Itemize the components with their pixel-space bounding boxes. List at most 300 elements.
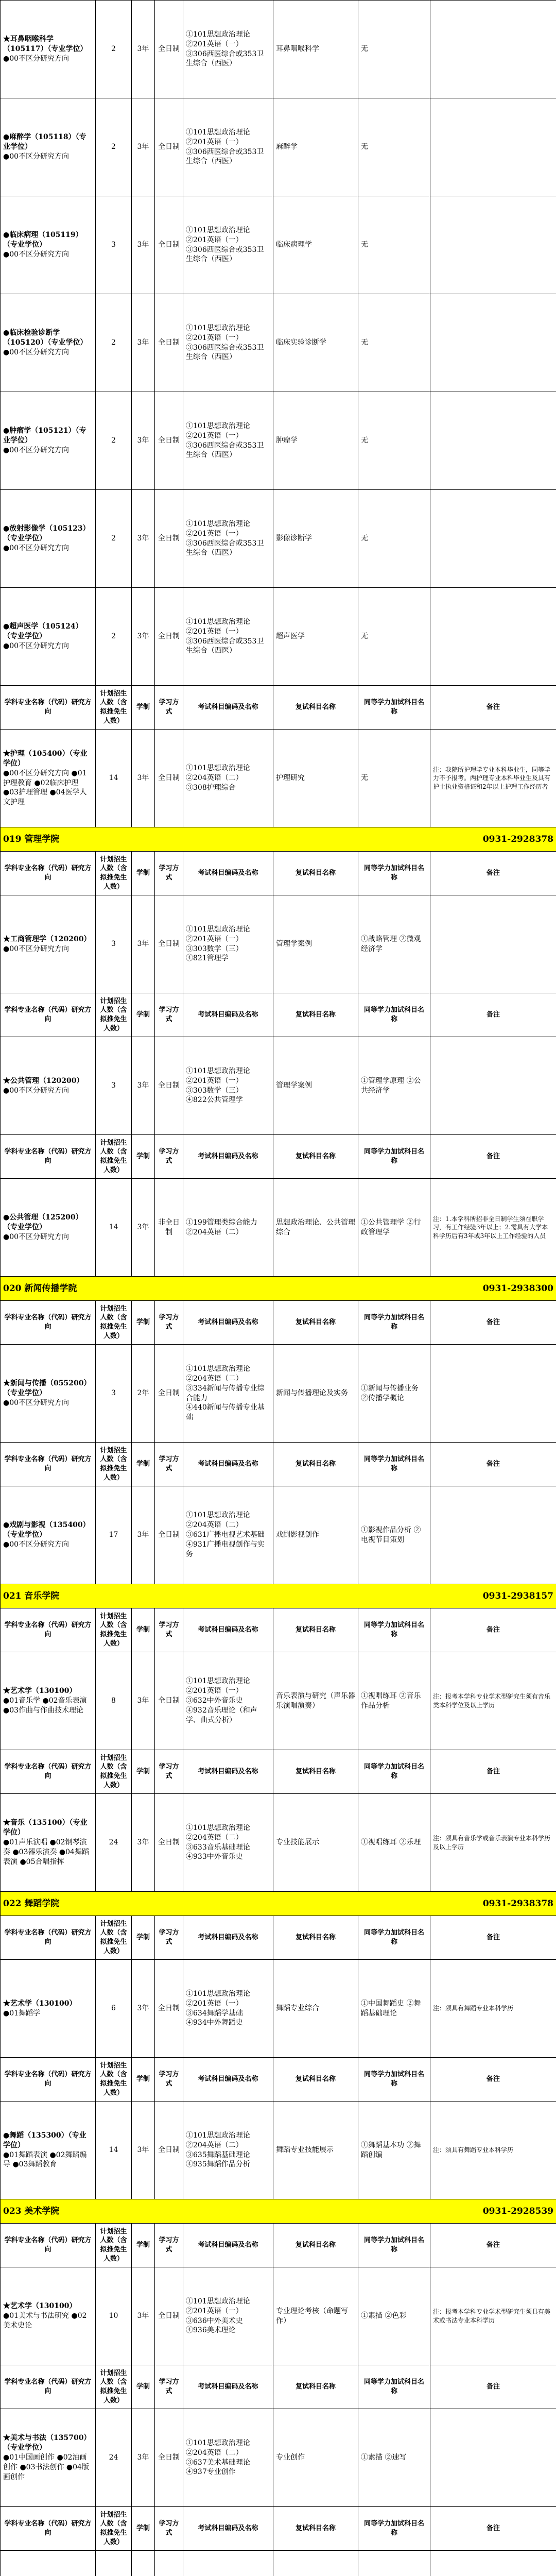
plan-count: 14	[96, 2102, 132, 2199]
column-header-row	[1, 1916, 556, 1960]
study-mode: 全日制	[155, 1037, 183, 1135]
exam-subject: ②204英语（二）	[186, 1374, 243, 1383]
column-header-major: 学科专业名称（代码）研究方向	[1, 2058, 96, 2102]
column-header-notes: 备注	[430, 993, 556, 1037]
retest-subject: 管理学案例	[273, 1037, 358, 1135]
remarks: 注：须具有音乐学或音乐表演专业本科学历及以上学历	[430, 1794, 556, 1892]
research-direction: ●01声乐演唱 ●02钢琴演奏 ●03器乐演奏 ●04舞蹈表演 ●05合唱指挥	[3, 1838, 89, 1866]
research-direction: ●00不区分研究方向	[3, 54, 70, 63]
column-header-plan: 计划招生人数（含拟推免生人数）	[96, 1301, 132, 1345]
exam-subject: ③303数学（三）	[186, 1086, 243, 1095]
exam-subjects	[183, 196, 273, 294]
school-header-row	[1, 1277, 556, 1301]
column-header-major: 学科专业名称（代码）研究方向	[1, 1443, 96, 1486]
column-header-equivalent: 同等学力加试科目名称	[358, 1608, 430, 1652]
exam-subject: ①101思想政治理论	[186, 2438, 250, 2447]
school-name: 021 音乐学院	[3, 1590, 60, 1601]
exam-subject: ②204英语（二）	[186, 2141, 243, 2149]
column-header-row	[1, 2507, 556, 2551]
column-header-years: 学制	[132, 2365, 155, 2409]
exam-subject: ②204英语（二）	[186, 1521, 243, 1530]
column-header-mode: 学习方式	[155, 1443, 183, 1486]
column-header-notes: 备注	[430, 1301, 556, 1345]
column-header-exam: 考试科目编码及名称	[183, 2507, 273, 2551]
column-header-major: 学科专业名称（代码）研究方向	[1, 852, 96, 895]
program-cell	[1, 196, 96, 294]
column-header-row	[1, 1608, 556, 1652]
exam-subject: ②201英语（一）	[186, 1999, 243, 2008]
retest-subject: 音乐表演与研究（声乐器乐演唱演奏）	[273, 1652, 358, 1750]
column-header-mode: 学习方式	[155, 1750, 183, 1794]
study-mode: 全日制	[155, 2102, 183, 2199]
retest-subject: 临床病理学	[273, 196, 358, 294]
equivalent-subject: 无	[358, 392, 430, 490]
program-row	[1, 1794, 556, 1892]
exam-subject: ①101思想政治理论	[186, 1066, 250, 1075]
study-years: 3年	[132, 1652, 155, 1750]
column-header-mode: 学习方式	[155, 686, 183, 730]
retest-subject: 肿瘤学	[273, 392, 358, 490]
column-header-mode: 学习方式	[155, 2224, 183, 2267]
remarks: 注：报考本学科专业学术型研究生须具有美术或书法专业本科学历	[430, 2267, 556, 2365]
column-header-mode: 学习方式	[155, 1916, 183, 1960]
column-header-equivalent: 同等学力加试科目名称	[358, 2507, 430, 2551]
study-years	[132, 2551, 155, 2576]
program-row	[1, 1, 556, 98]
program-name: ★新闻与传播（055200）（专业学位）	[3, 1379, 91, 1398]
exam-subject: ②201英语（一）	[186, 333, 243, 342]
retest-subject: 耳鼻咽喉科学	[273, 1, 358, 98]
column-header-exam: 考试科目编码及名称	[183, 2365, 273, 2409]
program-name: ●肿瘤学（105121）（专业学位）	[3, 427, 86, 445]
exam-subjects	[183, 1794, 273, 1892]
program-name: ★耳鼻咽喉科学（105117）（专业学位）	[3, 35, 88, 54]
equivalent-subject: ①视唱练耳 ②乐理	[358, 1794, 430, 1892]
column-header-exam: 考试科目编码及名称	[183, 993, 273, 1037]
column-header-row	[1, 2365, 556, 2409]
research-direction: ●00不区分研究方向	[3, 544, 70, 552]
column-header-years: 学制	[132, 1135, 155, 1179]
column-header-retest: 复试科目名称	[273, 1301, 358, 1345]
exam-subjects	[183, 2409, 273, 2507]
column-header-exam: 考试科目编码及名称	[183, 2058, 273, 2102]
plan-count: 3	[96, 1037, 132, 1135]
retest-subject: 思想政治理论、公共管理综合	[273, 1179, 358, 1277]
column-header-plan: 计划招生人数（含拟推免生人数）	[96, 1750, 132, 1794]
column-header-mode: 学习方式	[155, 993, 183, 1037]
exam-subject: ②201英语（一）	[186, 235, 243, 244]
equivalent-subject: ①素描 ②色彩	[358, 2267, 430, 2365]
school-title	[1, 1584, 556, 1608]
study-years: 3年	[132, 1794, 155, 1892]
program-name: ●公共管理（125200）（专业学位）	[3, 1213, 83, 1232]
program-cell	[1, 730, 96, 827]
study-years: 3年	[132, 294, 155, 392]
exam-subject: ②201英语（一）	[186, 1076, 243, 1085]
plan-count: 2	[96, 588, 132, 686]
equivalent-subject: ①公共管理学 ②行政管理学	[358, 1179, 430, 1277]
remarks	[430, 392, 556, 490]
research-direction: ●01舞蹈学	[3, 2009, 41, 2018]
exam-subjects	[183, 2267, 273, 2365]
program-row	[1, 2409, 556, 2507]
exam-subject: ③306西医综合或353卫生综合（西医）	[186, 539, 264, 557]
exam-subject: ①101思想政治理论	[186, 1677, 250, 1686]
program-cell	[1, 1486, 96, 1584]
exam-subject: ①101思想政治理论	[186, 1989, 250, 1998]
exam-subjects	[183, 588, 273, 686]
study-years: 3年	[132, 98, 155, 196]
study-mode: 全日制	[155, 490, 183, 588]
exam-subject: ③334新闻与传播专业综合能力	[186, 1384, 265, 1402]
exam-subjects	[183, 1960, 273, 2058]
column-header-row	[1, 2224, 556, 2267]
column-header-equivalent: 同等学力加试科目名称	[358, 1301, 430, 1345]
column-header-equivalent: 同等学力加试科目名称	[358, 2058, 430, 2102]
column-header-retest: 复试科目名称	[273, 1916, 358, 1960]
equivalent-subject: 无	[358, 196, 430, 294]
exam-subject: ④822公共管理学	[186, 1096, 243, 1105]
program-name: ★艺术学（130100）	[3, 1999, 77, 2008]
column-header-years: 学制	[132, 1916, 155, 1960]
plan-count: 2	[96, 1, 132, 98]
plan-count: 14	[96, 1179, 132, 1277]
study-mode: 全日制	[155, 392, 183, 490]
program-row	[1, 588, 556, 686]
retest-subject: 舞蹈专业技能展示	[273, 2102, 358, 2199]
retest-subject: 专业技能展示	[273, 1794, 358, 1892]
school-header-row	[1, 2199, 556, 2224]
program-cell	[1, 1960, 96, 2058]
column-header-plan: 计划招生人数（含拟推免生人数）	[96, 2224, 132, 2267]
school-title	[1, 2199, 556, 2224]
column-header-years: 学制	[132, 2507, 155, 2551]
remarks: 注：须具有舞蹈专业本科学历	[430, 1960, 556, 2058]
study-years: 3年	[132, 895, 155, 993]
program-row	[1, 294, 556, 392]
school-phone: 0931-2938378	[482, 1898, 553, 1909]
program-row	[1, 2551, 556, 2576]
plan-count	[96, 2551, 132, 2576]
column-header-major: 学科专业名称（代码）研究方向	[1, 2507, 96, 2551]
exam-subject: ③634舞蹈学基础	[186, 2009, 243, 2018]
column-header-plan: 计划招生人数（含拟推免生人数）	[96, 2058, 132, 2102]
column-header-notes: 备注	[430, 2058, 556, 2102]
remarks	[430, 1037, 556, 1135]
column-header-equivalent: 同等学力加试科目名称	[358, 2224, 430, 2267]
research-direction: ●00不区分研究方向	[3, 250, 70, 259]
school-phone: 0931-2938300	[482, 1283, 553, 1294]
program-name: ★公共管理（120200）	[3, 1076, 84, 1085]
program-name: ●戏剧与影视（135400）（专业学位）	[3, 1521, 90, 1539]
program-row	[1, 1960, 556, 2058]
exam-subject: ④931广播电视创作与实务	[186, 1540, 265, 1558]
column-header-plan: 计划招生人数（含拟推免生人数）	[96, 2365, 132, 2409]
column-header-notes: 备注	[430, 1443, 556, 1486]
study-mode: 非全日制	[155, 1179, 183, 1277]
study-years: 3年	[132, 588, 155, 686]
exam-subject: ③306西医综合或353卫生综合（西医）	[186, 49, 264, 68]
research-direction: ●00不区分研究方向	[3, 1540, 70, 1549]
study-mode: 全日制	[155, 2409, 183, 2507]
research-direction: ●00不区分研究方向	[3, 152, 70, 161]
school-phone: 0931-2928378	[482, 834, 553, 844]
study-mode: 全日制	[155, 1960, 183, 2058]
column-header-plan: 计划招生人数（含拟推免生人数）	[96, 852, 132, 895]
research-direction: ●01中国画创作 ●02油画创作 ●03书法创作 ●04版画创作	[3, 2453, 89, 2481]
remarks: 注：我院所护理学专业本科毕业生，同等学力不予报考。两护理专业本科毕业生及具有护士执业资格证和2年以上护理工作经历者	[430, 730, 556, 827]
equivalent-subject: ①素描 ②速写	[358, 2409, 430, 2507]
program-name: ★护理（105400）（专业学位）	[3, 749, 88, 768]
plan-count: 8	[96, 1652, 132, 1750]
study-mode: 全日制	[155, 294, 183, 392]
exam-subject: ④821管理学	[186, 954, 229, 963]
column-header-plan: 计划招生人数（含拟推免生人数）	[96, 993, 132, 1037]
plan-count: 2	[96, 392, 132, 490]
program-name: ★艺术学（130100）	[3, 2302, 77, 2311]
column-header-row	[1, 993, 556, 1037]
program-name: ●临床检验诊断学（105120）（专业学位）	[3, 329, 88, 347]
column-header-row	[1, 1301, 556, 1345]
school-name: 022 舞蹈学院	[3, 1898, 60, 1909]
column-header-row	[1, 1750, 556, 1794]
column-header-major: 学科专业名称（代码）研究方向	[1, 993, 96, 1037]
exam-subject: ③308护理综合	[186, 783, 236, 792]
exam-subject: ①101思想政治理论	[186, 128, 250, 137]
program-cell	[1, 392, 96, 490]
equivalent-subject: 无	[358, 588, 430, 686]
column-header-major: 学科专业名称（代码）研究方向	[1, 1135, 96, 1179]
column-header-equivalent: 同等学力加试科目名称	[358, 1916, 430, 1960]
column-header-retest: 复试科目名称	[273, 1608, 358, 1652]
school-name: 023 美术学院	[3, 2206, 60, 2216]
school-header-row	[1, 1892, 556, 1916]
remarks	[430, 98, 556, 196]
study-mode: 全日制	[155, 196, 183, 294]
study-years: 3年	[132, 490, 155, 588]
exam-subject: ③631广播电视艺术基础	[186, 1531, 265, 1539]
study-years: 3年	[132, 1037, 155, 1135]
column-header-retest: 复试科目名称	[273, 2365, 358, 2409]
plan-count: 6	[96, 1960, 132, 2058]
program-row	[1, 1037, 556, 1135]
study-mode: 全日制	[155, 588, 183, 686]
column-header-years: 学制	[132, 2224, 155, 2267]
retest-subject: 舞蹈专业综合	[273, 1960, 358, 2058]
column-header-row	[1, 1135, 556, 1179]
equivalent-subject: ①战略管理 ②微观经济学	[358, 895, 430, 993]
program-cell	[1, 98, 96, 196]
column-header-retest: 复试科目名称	[273, 2058, 358, 2102]
exam-subject: ④936美术理论	[186, 2326, 236, 2335]
column-header-exam: 考试科目编码及名称	[183, 686, 273, 730]
column-header-plan: 计划招生人数（含拟推免生人数）	[96, 2507, 132, 2551]
program-cell	[1, 2551, 96, 2576]
exam-subject: ①101思想政治理论	[186, 421, 250, 430]
retest-subject: 护理研究	[273, 730, 358, 827]
program-cell	[1, 2267, 96, 2365]
program-row	[1, 392, 556, 490]
exam-subject: ②204英语（二）	[186, 1833, 243, 1842]
column-header-major: 学科专业名称（代码）研究方向	[1, 1301, 96, 1345]
program-row	[1, 1652, 556, 1750]
exam-subject: ②204英语（二）	[186, 2448, 243, 2457]
remarks	[430, 1, 556, 98]
column-header-exam: 考试科目编码及名称	[183, 1750, 273, 1794]
column-header-row	[1, 686, 556, 730]
column-header-notes: 备注	[430, 852, 556, 895]
exam-subjects	[183, 1486, 273, 1584]
program-cell	[1, 1345, 96, 1443]
equivalent-subject	[358, 2551, 430, 2576]
column-header-retest: 复试科目名称	[273, 2507, 358, 2551]
school-name: 020 新闻传播学院	[3, 1283, 77, 1294]
exam-subject: ②201英语（一）	[186, 529, 243, 538]
exam-subject: ①101思想政治理论	[186, 1364, 250, 1373]
equivalent-subject: 无	[358, 1, 430, 98]
column-header-exam: 考试科目编码及名称	[183, 2224, 273, 2267]
column-header-notes: 备注	[430, 1750, 556, 1794]
research-direction: ●00不区分研究方向	[3, 348, 70, 357]
column-header-mode: 学习方式	[155, 2365, 183, 2409]
exam-subject: ①101思想政治理论	[186, 1511, 250, 1520]
column-header-major: 学科专业名称（代码）研究方向	[1, 1750, 96, 1794]
exam-subject: ②201英语（一）	[186, 2307, 243, 2315]
exam-subject: ④934中外舞蹈史	[186, 2019, 243, 2027]
study-years: 3年	[132, 1, 155, 98]
equivalent-subject: 无	[358, 294, 430, 392]
column-header-years: 学制	[132, 1443, 155, 1486]
exam-subjects	[183, 730, 273, 827]
exam-subject: ②201英语（一）	[186, 40, 243, 48]
plan-count: 2	[96, 294, 132, 392]
study-mode: 全日制	[155, 98, 183, 196]
exam-subject: ②201英语（一）	[186, 627, 243, 636]
column-header-equivalent: 同等学力加试科目名称	[358, 686, 430, 730]
program-name: ●临床病理（105119）（专业学位）	[3, 231, 83, 249]
column-header-major: 学科专业名称（代码）研究方向	[1, 1916, 96, 1960]
remarks	[430, 588, 556, 686]
exam-subject: ③632中外音乐史	[186, 1697, 243, 1705]
exam-subject: ①101思想政治理论	[186, 324, 250, 332]
plan-count: 2	[96, 490, 132, 588]
study-years: 3年	[132, 1960, 155, 2058]
exam-subject: ②201英语（一）	[186, 935, 243, 943]
retest-subject: 戏剧影视创作	[273, 1486, 358, 1584]
retest-subject: 管理学案例	[273, 895, 358, 993]
equivalent-subject: ①视唱练耳 ②音乐作品分析	[358, 1652, 430, 1750]
study-years: 3年	[132, 730, 155, 827]
exam-subjects	[183, 294, 273, 392]
program-name: ●舞蹈（135300）（专业学位）	[3, 2131, 86, 2149]
exam-subjects	[183, 98, 273, 196]
school-phone: 0931-2938157	[482, 1590, 553, 1601]
retest-subject: 临床实验诊断学	[273, 294, 358, 392]
column-header-plan: 计划招生人数（含拟推免生人数）	[96, 1916, 132, 1960]
retest-subject: 专业创作	[273, 2409, 358, 2507]
plan-count: 17	[96, 1486, 132, 1584]
column-header-mode: 学习方式	[155, 852, 183, 895]
column-header-plan: 计划招生人数（含拟推免生人数）	[96, 1443, 132, 1486]
column-header-years: 学制	[132, 1750, 155, 1794]
study-years: 2年	[132, 1345, 155, 1443]
exam-subjects	[183, 1179, 273, 1277]
column-header-major: 学科专业名称（代码）研究方向	[1, 2224, 96, 2267]
program-row	[1, 1486, 556, 1584]
column-header-exam: 考试科目编码及名称	[183, 1608, 273, 1652]
exam-subjects	[183, 2551, 273, 2576]
program-cell	[1, 490, 96, 588]
plan-count: 14	[96, 730, 132, 827]
column-header-retest: 复试科目名称	[273, 852, 358, 895]
research-direction: ●00不区分研究方向	[3, 641, 70, 650]
column-header-exam: 考试科目编码及名称	[183, 1301, 273, 1345]
column-header-mode: 学习方式	[155, 2058, 183, 2102]
column-header-years: 学制	[132, 686, 155, 730]
program-name: ★美术与书法（135700）（专业学位）	[3, 2434, 91, 2452]
exam-subject: ①101思想政治理论	[186, 925, 250, 934]
column-header-retest: 复试科目名称	[273, 993, 358, 1037]
column-header-years: 学制	[132, 993, 155, 1037]
program-row	[1, 1345, 556, 1443]
study-years: 3年	[132, 2267, 155, 2365]
equivalent-subject: 无	[358, 730, 430, 827]
exam-subjects	[183, 1037, 273, 1135]
program-row	[1, 2102, 556, 2199]
column-header-plan: 计划招生人数（含拟推免生人数）	[96, 686, 132, 730]
column-header-row	[1, 1443, 556, 1486]
column-header-years: 学制	[132, 1608, 155, 1652]
exam-subject: ③306西医综合或353卫生综合（西医）	[186, 441, 264, 460]
study-mode: 全日制	[155, 730, 183, 827]
exam-subject: ②204英语（二）	[186, 1228, 243, 1236]
column-header-major: 学科专业名称（代码）研究方向	[1, 2365, 96, 2409]
program-cell	[1, 2102, 96, 2199]
exam-subject: ④440新闻与传播专业基础	[186, 1403, 265, 1422]
study-mode: 全日制	[155, 1345, 183, 1443]
column-header-notes: 备注	[430, 1608, 556, 1652]
research-direction: ●01美术与书法研究 ●02美术史论	[3, 2312, 87, 2330]
remarks: 注：1.本学科所招非全日制学生须在职学习，有工作经验3年以上；2.需具有大学本科学历后有3年或3年以上工作经验的人员	[430, 1179, 556, 1277]
exam-subjects	[183, 895, 273, 993]
exam-subject: ③637美术基础理论	[186, 2458, 250, 2467]
equivalent-subject: ①中国舞蹈史 ②舞蹈基础理论	[358, 1960, 430, 2058]
program-cell	[1, 1, 96, 98]
exam-subject: ③306西医综合或353卫生综合（西医）	[186, 637, 264, 655]
exam-subject: ①101思想政治理论	[186, 2131, 250, 2140]
column-header-equivalent: 同等学力加试科目名称	[358, 1443, 430, 1486]
study-mode: 全日制	[155, 1486, 183, 1584]
column-header-exam: 考试科目编码及名称	[183, 1916, 273, 1960]
plan-count: 10	[96, 2267, 132, 2365]
retest-subject	[273, 2551, 358, 2576]
research-direction: ●00不区分研究方向	[3, 446, 70, 454]
retest-subject: 影像诊断学	[273, 490, 358, 588]
study-years: 3年	[132, 2102, 155, 2199]
column-header-notes: 备注	[430, 686, 556, 730]
school-header-row	[1, 827, 556, 852]
program-name: ★工商管理学（120200）	[3, 935, 91, 943]
exam-subject: ③306西医综合或353卫生综合（西医）	[186, 147, 264, 166]
exam-subject: ①199管理类综合能力	[186, 1218, 257, 1227]
column-header-exam: 考试科目编码及名称	[183, 852, 273, 895]
exam-subject: ③635舞蹈基础理论	[186, 2150, 250, 2159]
plan-count: 3	[96, 1345, 132, 1443]
study-mode: 全日制	[155, 1, 183, 98]
exam-subject: ①101思想政治理论	[186, 764, 250, 773]
exam-subject: ③633音乐基础理论	[186, 1843, 250, 1852]
column-header-notes: 备注	[430, 1916, 556, 1960]
